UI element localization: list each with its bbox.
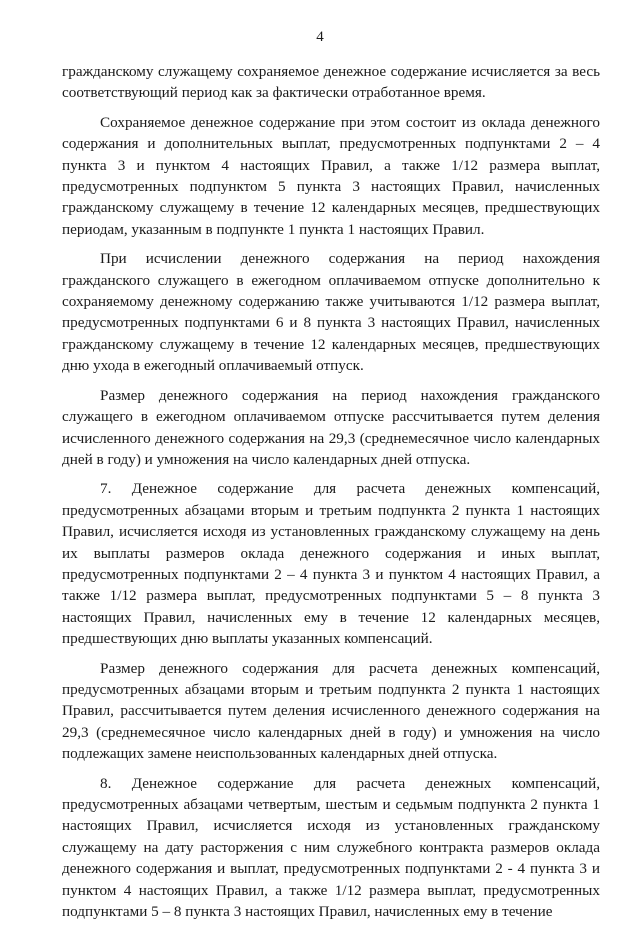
paragraph-compensation-amount: Размер денежного содержания для расчета денежных компенсаций, предусмотренных абзацами вторым и третьим подпункта 2 пункта 1 настоящих Правил, рассчитывается путем деления исчисленного денежного содержания на 29,3 (среднемесячное число календарных дней в году) и умножения на число подлежащих замене неиспользованных календарных дней отпуска. xyxy=(62,659,600,763)
paragraph-continuation: гражданскому служащему сохраняемое денежное содержание исчисляется за весь соответствующий период как за фактически отработанное время. xyxy=(62,63,600,102)
document-body xyxy=(62,61,600,930)
page-number: 4 xyxy=(316,29,324,45)
paragraph-section-7: 7. Денежное содержание для расчета денежных компенсаций, предусмотренных абзацами вторым и третьим подпункта 2 пункта 1 настоящих Правил, исчисляется исходя из установленных гражданскому служащему на день их выплаты размеров оклада денежного содержания и иных выплат, предусмотренных подпунктами 2 – 4 пункта 3 и пунктом 4 настоящих Правил, а также 1/12 размера выплат, предусмотренных подпунктами 5 – 8 пункта 3 настоящих Правил, начисленных ему в течение 12 календарных месяцев, предшествующих дню выплаты указанных компенсаций. xyxy=(62,480,600,648)
paragraph-section-8: 8. Денежное содержание для расчета денежных компенсаций, предусмотренных абзацами четвертым, шестым и седьмым подпункта 2 пункта 1 настоящих Правил, исчисляется исходя из установленных гражданскому служащему на дату расторжения с ним служебного контракта размеров оклада денежного содержания и выплат, предусмотренных подпунктами 2 - 4 пункта 3 и пунктом 4 настоящих Правил, а также 1/12 размера выплат, предусмотренных подпунктами 5 – 8 пункта 3 настоящих Правил, начисленных ему в течение xyxy=(62,774,600,921)
paragraph-annual-leave-amount: Размер денежного содержания на период нахождения гражданского служащего в ежегодном оплачиваемом отпуске рассчитывается путем деления исчисленного денежного содержания на 29,3 (среднемесячное число календарных дней в году) и умножения на число календарных дней отпуска. xyxy=(62,386,600,468)
paragraph-retained-salary: Сохраняемое денежное содержание при этом состоит из оклада денежного содержания и дополнительных выплат, предусмотренных подпунктами 2 – 4 пункта 3 и пунктом 4 настоящих Правил, а также 1/12 размера выплат, предусмотренных подпунктом 5 пункта 3 настоящих Правил, начисленных гражданскому служащему в течение 12 календарных месяцев, предшествующих периодам, указанным в подпункте 1 пункта 1 настоящих Правил. xyxy=(62,113,600,238)
paragraph-annual-leave-calculation: При исчислении денежного содержания на период нахождения гражданского служащего в ежегодном оплачиваемом отпуске дополнительно к сохраняемому денежному содержанию также учитываются 1/12 размера выплат, предусмотренных подпунктами 6 и 8 пункта 3 настоящих Правил, начисленных гражданскому служащему в течение 12 календарных месяцев, предшествующих дню ухода в ежегодный оплачиваемый отпуск. xyxy=(62,250,600,375)
